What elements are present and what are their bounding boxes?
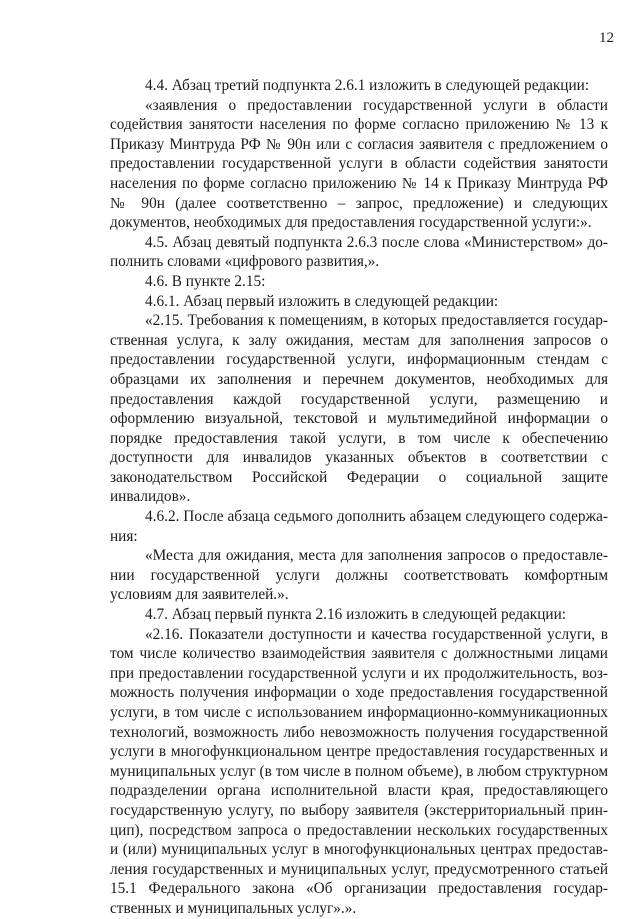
paragraph-2-16-quote: «2.16. Показатели доступности и качества государственной услуги, в том числе количество взаимодействия заявителя с должностными лицами при предоставлении государственной услуги и их продолжительность, возможность получения информации о ходе предоставления государственной услуги, в том числе с использованием информационно-коммуникационных технологий, возможность либо невозможность получения государственной услуги в многофункциональном центре предоставления государственных и муниципальных услуг (в том числе в полном объеме), в любом структурном подразделении органа исполнительной власти края, предоставляющего государственную услугу, по выбору заявителя (экстерриториальный принцип), посредством запроса о предоставлении нескольких государственных и (или) муниципальных услуг в многофункциональных центрах предоставления государственных и муниципальных услуг, предусмотренного статьей 15.1 Федерального закона «Об организации предоставления государственных и муниципальных услуг».». xyxy=(110,625,609,917)
paragraph-4-6-2: 4.6.2. После абзаца седьмого дополнить абзацем следующего содержания: xyxy=(110,508,608,545)
paragraph-4-4-quote: «заявления о предоставлении государственной услуги в области содействия занятости населения по форме согласно приложению № 13 к Приказу Минтруда РФ № 90н или с согласия заявителя с предложением о предоставлении государственной услуги в области содействия занятости населения по форме согласно приложению № 14 к Приказу Минтруда РФ № 90н (далее соответственно – запрос, предложение) и следующих документов, необходимых для предоставления государственной услуги:». xyxy=(110,96,608,232)
document-body xyxy=(110,76,608,919)
paragraph-4-6-1: 4.6.1. Абзац первый изложить в следующей редакции: xyxy=(145,292,499,310)
paragraph-4-7: 4.7. Абзац первый пункта 2.16 изложить в следующей редакции: xyxy=(145,606,567,624)
paragraph-2-15-quote: «2.15. Требования к помещениям, в которых предоставляется государственная услуга, к залу ожидания, местам для заполнения запросов о предоставлении государственной услуги, информационным стендам с образцами их заполнения и перечнем документов, необходимых для предоставления каждой государственной услуги, размещению и оформлению визуальной, текстовой и мультимедийной информации о порядке предоставления такой услуги, в том числе к обеспечению доступности для инвалидов указанных объектов в соответствии с законодательством Российской Федерации о социальной защите инвалидов». xyxy=(110,312,608,506)
page-number: 12 xyxy=(599,30,614,46)
paragraph-4-5: 4.5. Абзац девятый подпункта 2.6.3 после слова «Министерством» дополнить словами «цифрового развития,». xyxy=(110,233,608,271)
paragraph-4-6-2-quote: «Места для ожидания, места для заполнения запросов о предоставлении государственной услуги должны соответствовать комфортным условиям для заявителей.». xyxy=(110,547,608,604)
paragraph-4-6: 4.6. В пункте 2.15: xyxy=(145,272,266,290)
paragraph-4-4: 4.4. Абзац третий подпункта 2.6.1 изложить в следующей редакции: xyxy=(145,77,590,94)
